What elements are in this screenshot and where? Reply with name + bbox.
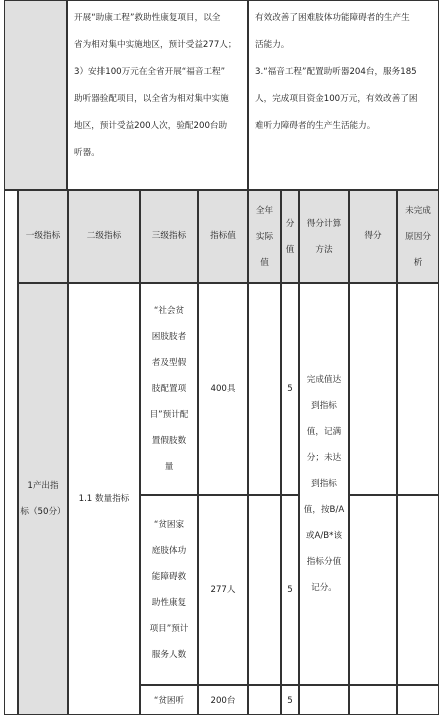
header-level1: 一级指标 [18, 190, 68, 283]
target-value: 200台 [198, 685, 248, 715]
completion-description-cell [248, 0, 439, 190]
plan-line: 助听器验配项目，以全省为相对集中实施 [74, 94, 229, 104]
level1-indicator: 1产出指 标（50分） [18, 283, 68, 715]
plan-description-cell [67, 0, 248, 190]
plan-line: 地区，预计受益200人次，验配200台助 [74, 121, 228, 131]
scoring-method [299, 685, 349, 715]
score-value [349, 685, 397, 715]
actual-value [248, 495, 281, 685]
plan-line: 开展“助康工程”救助性康复项目，以全 [74, 13, 221, 23]
plan-line: 听器。 [74, 148, 100, 158]
weight-value: 5 [281, 685, 299, 715]
header-weight: 分 值 [281, 190, 299, 283]
target-value: 277人 [198, 495, 248, 685]
weight-value: 5 [281, 283, 299, 495]
reason-value [397, 283, 439, 495]
reason-value [397, 495, 439, 685]
completion-line: 3.“福音工程”配置助听器204台，服务185 [255, 67, 417, 77]
actual-value [248, 685, 281, 715]
header-level3: 三级指标 [140, 190, 198, 283]
header-reason: 未完成 原因分 析 [397, 190, 439, 283]
completion-line: 人，完成项目资金100万元，有效改善了困 [255, 94, 418, 104]
weight-value: 5 [281, 495, 299, 685]
header-target: 指标值 [198, 190, 248, 283]
completion-line: 有效改善了困难肢体功能障碍者的生产生 [255, 13, 410, 23]
top-left-margin-cell [4, 0, 67, 190]
score-value [349, 283, 397, 495]
actual-value [248, 283, 281, 495]
completion-line: 难听力障碍者的生产生活能力。 [255, 121, 376, 131]
header-actual: 全年 实际 值 [248, 190, 281, 283]
level3-indicator: “社会贫 困肢肢者 者及型假 肢配置项 目”预计配 置假肢数 量 [140, 283, 198, 495]
header-level2: 二级指标 [68, 190, 140, 283]
header-score: 得分 [349, 190, 397, 283]
level3-indicator: “贫困听 [140, 685, 198, 715]
plan-line: 省为相对集中实施地区，预计受益277人； [74, 40, 237, 50]
target-value: 400具 [198, 283, 248, 495]
level2-indicator: 1.1 数量指标 [68, 283, 140, 715]
scoring-method: 完成值达 到指标 值，记满 分；未达 到指标 值，按B/A 或A/B*该 指标分值 记分。 [299, 283, 349, 685]
left-strip-cell [4, 190, 18, 715]
plan-line: 3）安排100万元在全省开展“福音工程” [74, 67, 226, 77]
header-method: 得分计算 方法 [299, 190, 349, 283]
level3-indicator: “贫困家 庭肢体功 能障碍救 助性康复 项目”预计 服务人数 [140, 495, 198, 685]
completion-line: 活能力。 [255, 40, 290, 50]
score-value [349, 495, 397, 685]
reason-value [397, 685, 439, 715]
